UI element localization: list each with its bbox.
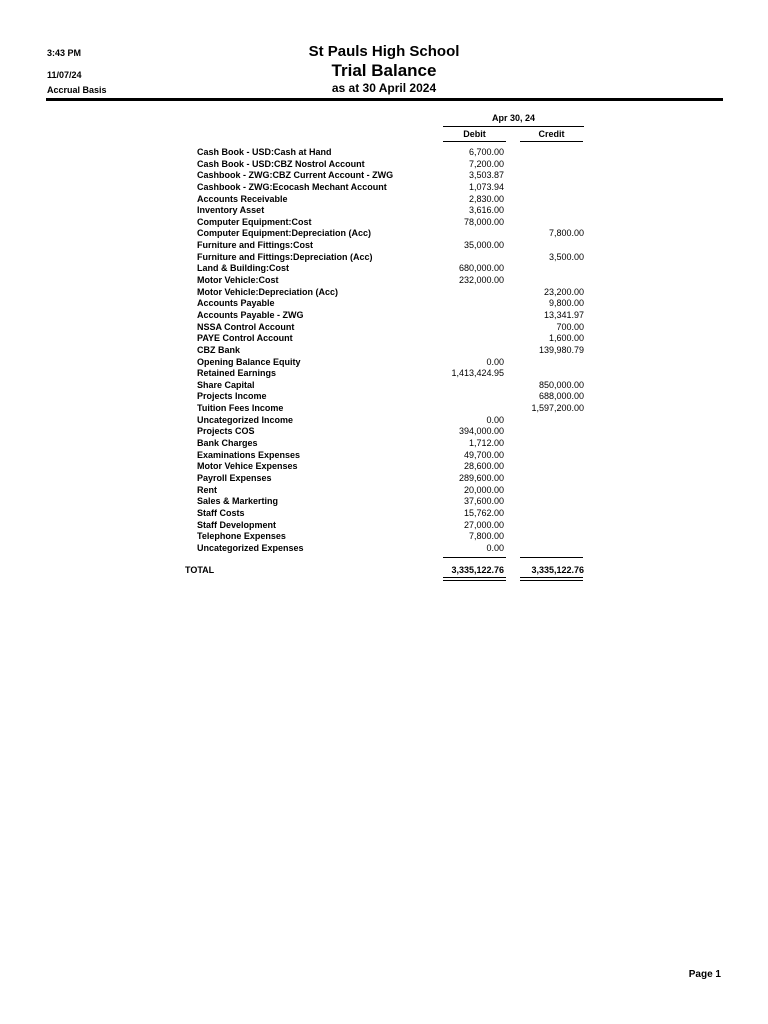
account-name: Opening Balance Equity xyxy=(197,356,301,367)
account-name: Tuition Fees Income xyxy=(197,403,284,414)
account-name: Projects Income xyxy=(197,391,267,402)
credit-amount: 9,800.00 xyxy=(548,298,584,309)
total-credit: 3,335,122.76 xyxy=(531,565,584,575)
debit-amount: 6,700.00 xyxy=(468,147,504,157)
account-name: Computer Equipment:Depreciation (Acc) xyxy=(197,228,372,239)
credit-amount: 688,000.00 xyxy=(538,391,584,402)
report-time: 3:43 PM xyxy=(47,48,82,58)
account-row xyxy=(0,357,768,369)
debit-amount: 15,762.00 xyxy=(463,507,504,518)
debit-header-rule xyxy=(443,141,506,142)
debit-amount: 7,800.00 xyxy=(468,531,504,542)
account-name: NSSA Control Account xyxy=(197,321,295,332)
report-basis: Accrual Basis xyxy=(47,85,107,95)
period-heading: Apr 30, 24 xyxy=(491,113,536,123)
account-name: Bank Charges xyxy=(197,438,258,449)
account-row xyxy=(0,228,768,240)
account-name: Uncategorized Income xyxy=(197,414,294,425)
account-row xyxy=(0,450,768,462)
account-row xyxy=(0,403,768,415)
account-name: Staff Development xyxy=(197,519,277,530)
account-name: Motor Vehice Expenses xyxy=(197,461,298,472)
account-name: Land & Building:Cost xyxy=(197,263,289,274)
credit-amount: 1,597,200.00 xyxy=(531,403,584,414)
debit-amount: 1,712.00 xyxy=(468,438,504,449)
account-row xyxy=(0,159,768,171)
account-name: PAYE Control Account xyxy=(197,333,293,344)
credit-amount: 139,980.79 xyxy=(538,344,584,355)
debit-amount: 289,600.00 xyxy=(458,472,504,483)
account-row xyxy=(0,543,768,555)
debit-amount: 7,200.00 xyxy=(468,158,504,169)
report-subtitle: as at 30 April 2024 xyxy=(331,81,437,95)
account-name: Uncategorized Expenses xyxy=(197,542,304,553)
debit-column-header: Debit xyxy=(463,129,486,139)
debit-amount: 3,616.00 xyxy=(468,205,504,216)
credit-amount: 700.00 xyxy=(556,321,584,332)
page-number: Page 1 xyxy=(688,969,721,980)
debit-amount: 1,413,424.95 xyxy=(451,368,504,379)
period-rule xyxy=(443,126,584,127)
account-name: Projects COS xyxy=(197,426,255,437)
account-row xyxy=(0,322,768,334)
account-name: Accounts Payable - ZWG xyxy=(197,309,304,320)
account-row xyxy=(0,263,768,275)
account-name: Sales & Markerting xyxy=(197,496,279,507)
account-row xyxy=(0,182,768,194)
account-row xyxy=(0,426,768,438)
debit-amount: 1,073.94 xyxy=(468,181,504,192)
debit-amount: 394,000.00 xyxy=(458,426,504,437)
account-row xyxy=(0,531,768,543)
account-name: Payroll Expenses xyxy=(197,472,272,483)
debit-amount: 0.00 xyxy=(486,542,504,553)
debit-amount: 49,700.00 xyxy=(463,449,504,460)
credit-amount: 13,341.97 xyxy=(543,309,584,320)
account-row xyxy=(0,170,768,182)
credit-amount: 7,800.00 xyxy=(548,228,584,239)
account-name: Accounts Receivable xyxy=(197,193,288,204)
account-row xyxy=(0,287,768,299)
account-row xyxy=(0,205,768,217)
account-row xyxy=(0,485,768,497)
account-name: Cashbook - ZWG:Ecocash Mechant Account xyxy=(197,181,387,192)
account-name: Share Capital xyxy=(197,379,255,390)
account-row xyxy=(0,380,768,392)
account-row xyxy=(0,147,768,159)
account-name: Motor Vehicle:Depreciation (Acc) xyxy=(197,286,339,297)
debit-amount: 20,000.00 xyxy=(463,484,504,495)
debit-amount: 0.00 xyxy=(486,356,504,367)
account-row xyxy=(0,520,768,532)
account-name: Motor Vehicle:Cost xyxy=(197,275,279,286)
total-label: TOTAL xyxy=(185,565,215,575)
account-row xyxy=(0,461,768,473)
account-row xyxy=(0,194,768,206)
credit-column-header: Credit xyxy=(538,129,565,139)
account-rows xyxy=(0,147,768,554)
account-row xyxy=(0,298,768,310)
debit-amount: 28,600.00 xyxy=(463,461,504,472)
account-name: Accounts Payable xyxy=(197,298,275,309)
debit-amount: 78,000.00 xyxy=(463,216,504,227)
report-date: 11/07/24 xyxy=(47,70,82,80)
account-row xyxy=(0,496,768,508)
report-title: Trial Balance xyxy=(331,61,437,80)
account-row xyxy=(0,240,768,252)
account-row xyxy=(0,473,768,485)
account-name: Cashbook - ZWG:CBZ Current Account - ZWG xyxy=(197,170,394,181)
account-row xyxy=(0,333,768,345)
account-name: Examinations Expenses xyxy=(197,449,301,460)
account-name: Computer Equipment:Cost xyxy=(197,216,312,227)
account-row xyxy=(0,345,768,357)
account-row xyxy=(0,508,768,520)
account-row xyxy=(0,391,768,403)
account-row xyxy=(0,438,768,450)
debit-amount: 2,830.00 xyxy=(468,193,504,204)
debit-amount: 37,600.00 xyxy=(463,496,504,507)
account-row xyxy=(0,368,768,380)
account-row xyxy=(0,310,768,322)
credit-amount: 3,500.00 xyxy=(548,251,584,262)
debit-amount: 35,000.00 xyxy=(463,240,504,251)
account-name: Rent xyxy=(197,484,217,495)
debit-double-rule xyxy=(443,577,506,581)
account-row xyxy=(0,415,768,427)
credit-amount: 850,000.00 xyxy=(538,379,584,390)
account-row xyxy=(0,275,768,287)
debit-amount: 0.00 xyxy=(486,414,504,425)
credit-sum-rule xyxy=(520,557,583,558)
debit-amount: 27,000.00 xyxy=(463,519,504,530)
account-name: Staff Costs xyxy=(197,507,245,518)
credit-amount: 1,600.00 xyxy=(548,333,584,344)
account-row xyxy=(0,252,768,264)
debit-amount: 232,000.00 xyxy=(458,275,504,286)
credit-amount: 23,200.00 xyxy=(543,286,584,297)
account-name: Furniture and Fittings:Depreciation (Acc) xyxy=(197,251,373,262)
account-name: CBZ Bank xyxy=(197,344,241,355)
account-name: Cash Book - USD:CBZ Nostrol Account xyxy=(197,158,365,169)
account-name: Cash Book - USD:Cash at Hand xyxy=(197,147,332,157)
total-debit: 3,335,122.76 xyxy=(451,565,504,575)
debit-amount: 3,503.87 xyxy=(468,170,504,181)
account-name: Inventory Asset xyxy=(197,205,265,216)
account-name: Telephone Expenses xyxy=(197,531,286,542)
debit-amount: 680,000.00 xyxy=(458,263,504,274)
credit-header-rule xyxy=(520,141,583,142)
account-name: Retained Earnings xyxy=(197,368,277,379)
credit-double-rule xyxy=(520,577,583,581)
company-name: St Pauls High School xyxy=(308,43,460,60)
header-rule xyxy=(46,98,723,101)
debit-sum-rule xyxy=(443,557,506,558)
account-name: Furniture and Fittings:Cost xyxy=(197,240,313,251)
account-row xyxy=(0,217,768,229)
